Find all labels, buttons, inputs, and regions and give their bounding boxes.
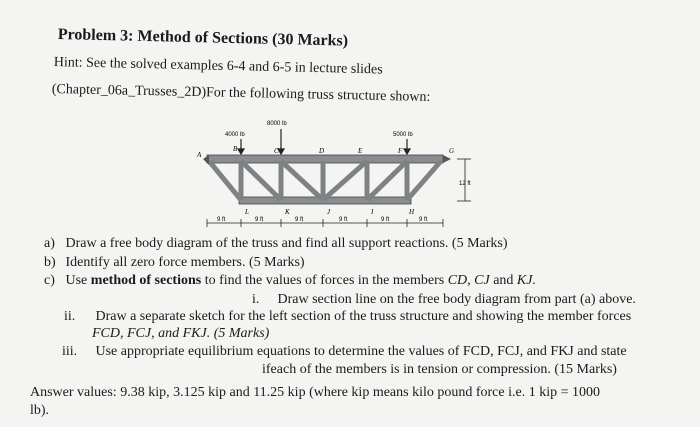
- truss-diagram: [195, 115, 485, 235]
- node-a: A: [197, 151, 202, 159]
- subquestion-i-text: Draw section line on the free body diagram from part (a) above.: [277, 292, 636, 307]
- subquestion-iii-number: iii.: [62, 344, 78, 359]
- subquestion-iii-text: Use appropriate equilibrium equations to determine the values of FCD, FCJ, and FKJ and state: [95, 344, 627, 359]
- span-label-4: 9 ft: [339, 217, 348, 223]
- question-b: [44, 255, 305, 271]
- node-d: D: [319, 147, 325, 155]
- roller-support-g: [443, 155, 451, 163]
- question-a: [44, 236, 508, 252]
- node-k: K: [285, 208, 290, 216]
- question-a-text: Draw a free body diagram of the truss and find all support reactions. (5 Marks): [65, 236, 508, 251]
- subquestion-iii: [62, 344, 627, 360]
- node-j: J: [327, 208, 331, 216]
- subquestion-i: [252, 292, 636, 308]
- question-c-post: to find the values of forces in the members: [201, 273, 448, 288]
- span-label-3: 9 ft: [295, 217, 304, 223]
- answer-line-1: Answer values: 9.38 kip, 3.125 kip and 11.25 kip (where kip means kilo pound force i.e. 1 kip = 1000: [30, 385, 601, 400]
- answer-line-2: lb).: [30, 403, 50, 418]
- subquestion-ii-text: Draw a separate sketch for the left section of the truss structure and showing the member forces: [95, 309, 632, 324]
- subquestion-i-number: i.: [252, 292, 260, 307]
- chapter-reference: (Chapter_06a_Trusses_2D)For the following truss structure shown:: [51, 82, 431, 105]
- subquestion-ii-number: ii.: [64, 309, 76, 324]
- problem-title: Problem 3: Method of Sections (30 Marks): [57, 26, 349, 50]
- question-b-text: Identify all zero force members. (5 Marks): [65, 255, 305, 270]
- node-l: L: [245, 208, 249, 216]
- question-c-and: and: [489, 273, 517, 288]
- web-members: [209, 161, 441, 200]
- span-label-1: 9 ft: [217, 217, 226, 223]
- load-label-b: 4000 lb: [225, 132, 245, 138]
- node-e: E: [358, 147, 363, 155]
- node-b: B: [233, 145, 238, 153]
- question-c: [44, 273, 536, 289]
- node-i: I: [371, 208, 374, 216]
- subquestion-ii: [64, 309, 631, 325]
- node-f: F: [398, 147, 403, 155]
- node-g: G: [449, 147, 455, 155]
- load-label-f: 5000 lb: [393, 132, 413, 138]
- span-label-6: 9 ft: [419, 217, 428, 223]
- question-c-pre: Use: [65, 273, 91, 288]
- question-c-bold: method of sections: [90, 273, 202, 288]
- node-h: H: [409, 208, 415, 216]
- question-c-last: KJ.: [516, 273, 536, 288]
- subquestion-iii-continued: ifeach of the members is in tension or compression. (15 Marks): [262, 362, 617, 377]
- span-label-2: 9 ft: [255, 217, 264, 223]
- question-a-number: a): [44, 236, 55, 251]
- height-dimension-label: 12 ft: [459, 181, 471, 187]
- pin-support-a: [203, 155, 209, 165]
- question-c-number: c): [44, 273, 55, 288]
- question-b-number: b): [44, 255, 56, 270]
- node-c: C: [274, 147, 279, 155]
- subquestion-ii-continued: FCD, FCJ, and FKJ. (5 Marks): [92, 326, 270, 341]
- question-c-members: CD, CJ: [447, 273, 490, 288]
- hint-text: Hint: See the solved examples 6-4 and 6-5 in lecture slides: [53, 55, 383, 78]
- span-label-5: 9 ft: [381, 217, 390, 223]
- load-label-c: 8000 lb: [267, 121, 287, 127]
